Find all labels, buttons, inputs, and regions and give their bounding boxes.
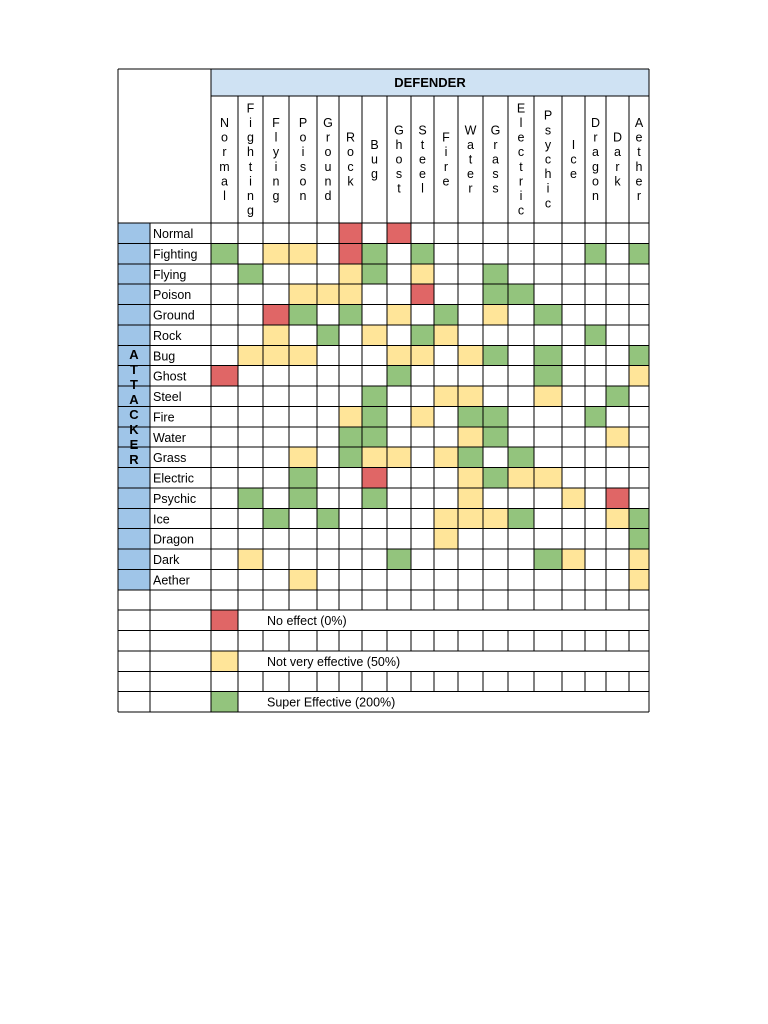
cell-rock-vs-16 [585,325,606,345]
cell-steel-vs-14 [534,386,562,406]
cell-dark-vs-8 [387,549,411,569]
row-label-ice: Ice [153,512,170,527]
cell-bug-vs-12 [483,345,508,365]
cell-grass-vs-10 [434,447,458,467]
type-header-ice: I c e [570,137,577,182]
cell-ice-vs-13 [508,508,534,528]
type-header-fire: F i r e [442,130,450,189]
cell-bug-vs-3 [263,345,289,365]
type-header-bug: B u g [370,137,379,182]
cell-ice-vs-11 [458,508,483,528]
row-label-bug: Bug [153,349,176,364]
cell-grass-vs-7 [362,447,387,467]
legend-swatch-not-very [211,651,238,671]
row-label-psychic: Psychic [153,491,197,506]
defender-header-label: DEFENDER [394,75,466,90]
cell-steel-vs-17 [606,386,629,406]
cell-bug-vs-4 [289,345,317,365]
cell-grass-vs-6 [339,447,362,467]
row-label-water: Water [153,430,186,445]
cell-ground-vs-3 [263,305,289,325]
cell-grass-vs-4 [289,447,317,467]
cell-dragon-vs-18 [629,529,649,549]
cell-water-vs-11 [458,427,483,447]
legend-label-not-very: Not very effective (50%) [267,654,401,669]
row-label-ground: Ground [153,308,195,323]
cell-fighting-vs-6 [339,243,362,263]
cell-water-vs-6 [339,427,362,447]
cell-poison-vs-4 [289,284,317,304]
cell-ground-vs-4 [289,305,317,325]
cell-bug-vs-18 [629,345,649,365]
type-header-electric: E l e c t r i c [516,101,526,218]
cell-poison-vs-5 [317,284,339,304]
cell-bug-vs-14 [534,345,562,365]
cell-bug-vs-2 [238,345,263,365]
cell-fighting-vs-7 [362,243,387,263]
row-label-fire: Fire [153,410,175,425]
cell-grass-vs-13 [508,447,534,467]
cell-fighting-vs-9 [411,243,434,263]
row-label-dragon: Dragon [153,532,194,547]
legend-swatch-no-effect [211,610,238,630]
cell-normal-vs-6 [339,223,362,243]
cell-psychic-vs-11 [458,488,483,508]
cell-water-vs-7 [362,427,387,447]
cell-flying-vs-9 [411,264,434,284]
cell-psychic-vs-17 [606,488,629,508]
row-label-grass: Grass [153,451,187,466]
cell-water-vs-17 [606,427,629,447]
type-header-normal: N o r m a l [219,116,230,203]
attacker-label: A T T A C K E R [129,346,139,467]
cell-ghost-vs-8 [387,366,411,386]
row-label-electric: Electric [153,471,194,486]
cell-fire-vs-12 [483,406,508,426]
cell-rock-vs-10 [434,325,458,345]
row-label-normal: Normal [153,227,194,241]
cell-electric-vs-14 [534,468,562,488]
legend-label-super: Super Effective (200%) [267,695,396,710]
cell-ghost-vs-14 [534,366,562,386]
cell-poison-vs-13 [508,284,534,304]
cell-ground-vs-12 [483,305,508,325]
row-label-steel: Steel [153,390,182,404]
cell-ground-vs-14 [534,305,562,325]
type-header-rock: R o c k [345,130,356,189]
row-label-ghost: Ghost [153,369,187,384]
cell-ice-vs-10 [434,508,458,528]
cell-fighting-vs-4 [289,243,317,263]
cell-ice-vs-12 [483,508,508,528]
cell-rock-vs-7 [362,325,387,345]
legend-swatch-super [211,692,238,712]
cell-steel-vs-10 [434,386,458,406]
cell-fire-vs-16 [585,406,606,426]
cell-rock-vs-9 [411,325,434,345]
cell-ground-vs-6 [339,305,362,325]
cell-normal-vs-8 [387,223,411,243]
cell-ground-vs-8 [387,305,411,325]
cell-ground-vs-10 [434,305,458,325]
cell-fire-vs-11 [458,406,483,426]
cell-steel-vs-11 [458,386,483,406]
cell-flying-vs-12 [483,264,508,284]
row-label-rock: Rock [153,328,182,343]
cell-flying-vs-7 [362,264,387,284]
cell-electric-vs-13 [508,468,534,488]
legend-label-no-effect: No effect (0%) [267,614,347,629]
row-label-aether: Aether [153,573,190,588]
cell-dark-vs-2 [238,549,263,569]
cell-ice-vs-3 [263,508,289,528]
type-header-fighting: F i g h t i n g [246,101,255,218]
cell-ghost-vs-1 [211,366,238,386]
type-header-poison: P o i s o n [298,116,308,203]
row-label-dark: Dark [153,553,180,567]
cell-fighting-vs-3 [263,243,289,263]
type-header-dark: D a r k [612,130,623,189]
cell-psychic-vs-7 [362,488,387,508]
cell-fighting-vs-1 [211,243,238,263]
cell-ice-vs-5 [317,508,339,528]
cell-electric-vs-7 [362,468,387,488]
type-header-flying: F l y i n g [272,116,280,203]
cell-aether-vs-18 [629,569,649,589]
cell-fighting-vs-18 [629,243,649,263]
type-header-ghost: G h o s t [394,123,404,196]
type-header-water: W a t e r [464,123,477,196]
cell-psychic-vs-4 [289,488,317,508]
cell-fighting-vs-16 [585,243,606,263]
cell-fire-vs-6 [339,406,362,426]
cell-flying-vs-6 [339,264,362,284]
type-header-steel: S t e e l [418,123,427,196]
cell-ghost-vs-18 [629,366,649,386]
cell-poison-vs-12 [483,284,508,304]
cell-dark-vs-14 [534,549,562,569]
cell-poison-vs-6 [339,284,362,304]
cell-flying-vs-2 [238,264,263,284]
type-header-ground: G r o u n d [323,116,333,203]
cell-bug-vs-9 [411,345,434,365]
cell-grass-vs-11 [458,447,483,467]
row-label-flying: Flying [153,267,187,282]
cell-rock-vs-5 [317,325,339,345]
cell-psychic-vs-15 [562,488,585,508]
cell-water-vs-12 [483,427,508,447]
cell-electric-vs-12 [483,468,508,488]
type-header-grass: G r a s s [490,123,501,196]
cell-dark-vs-15 [562,549,585,569]
cell-fire-vs-7 [362,406,387,426]
cell-ice-vs-17 [606,508,629,528]
cell-electric-vs-11 [458,468,483,488]
type-header-dragon: D r a g o n [590,116,601,203]
cell-dragon-vs-10 [434,529,458,549]
cell-ice-vs-18 [629,508,649,528]
cell-electric-vs-4 [289,468,317,488]
cell-fire-vs-9 [411,406,434,426]
row-label-fighting: Fighting [153,247,198,262]
cell-grass-vs-8 [387,447,411,467]
cell-psychic-vs-2 [238,488,263,508]
cell-steel-vs-7 [362,386,387,406]
type-header-aether: A e t h e r [634,116,644,203]
cell-aether-vs-4 [289,569,317,589]
cell-rock-vs-3 [263,325,289,345]
cell-bug-vs-11 [458,345,483,365]
cell-poison-vs-9 [411,284,434,304]
cell-bug-vs-8 [387,345,411,365]
type-header-psychic: P s y c h i c [543,108,553,211]
cell-dark-vs-18 [629,549,649,569]
row-label-poison: Poison [153,288,192,303]
